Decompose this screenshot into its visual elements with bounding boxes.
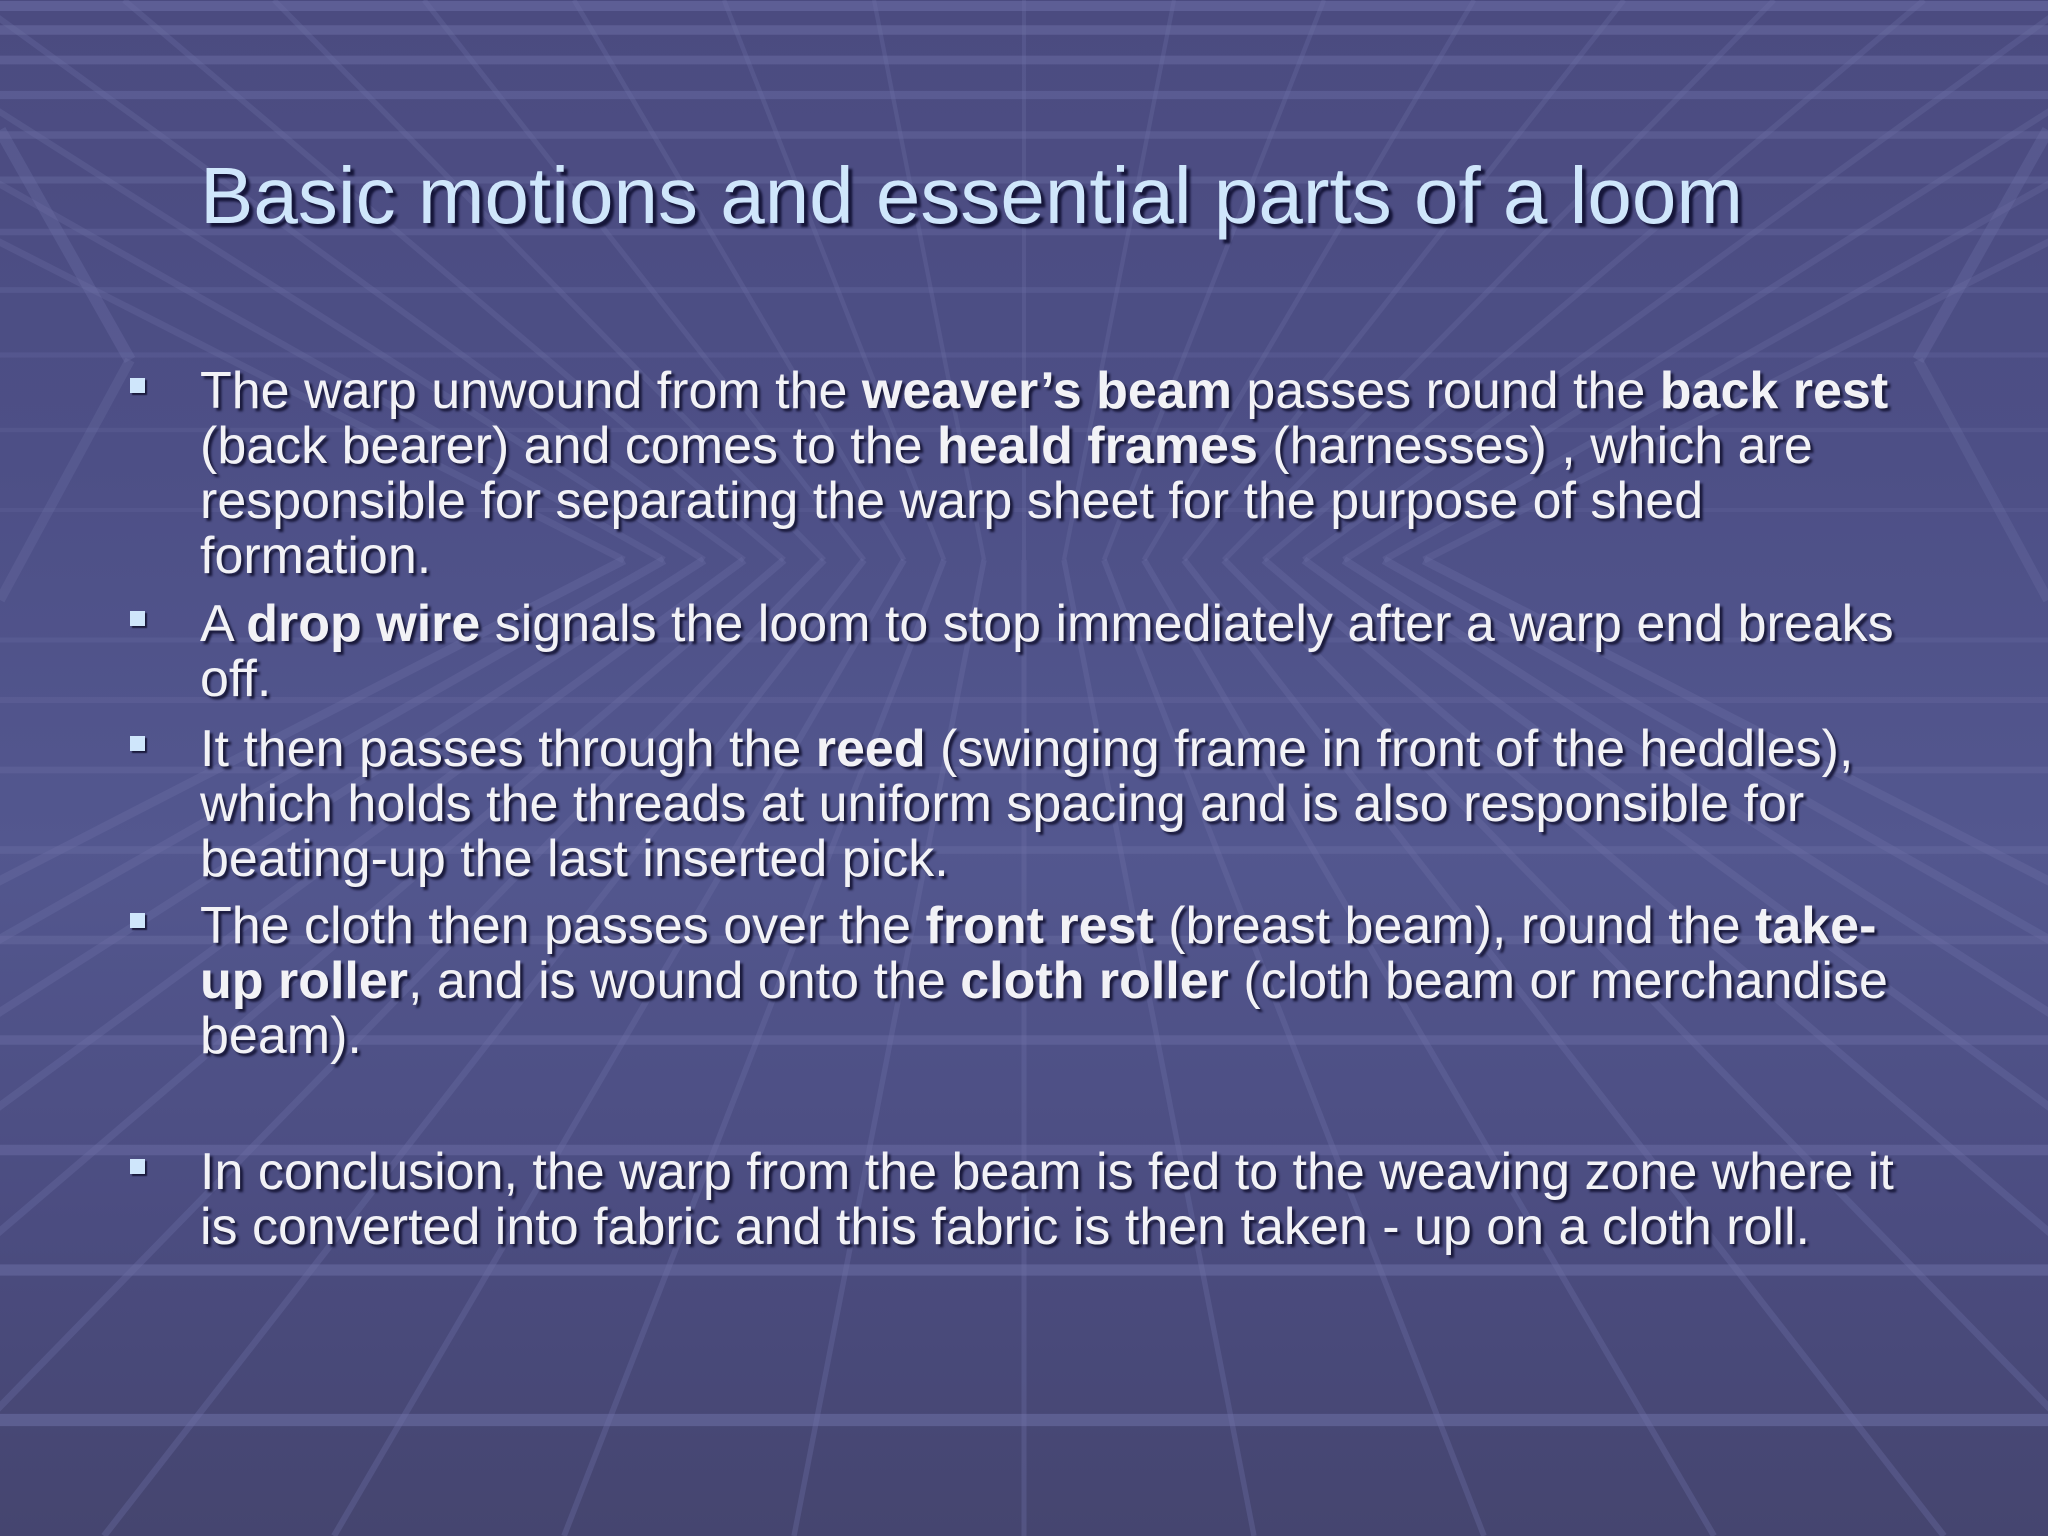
bullet-term-bold: reed <box>815 720 926 778</box>
bullet-text-run: signals the loom to stop immediately after a warp end breaks off. <box>200 595 1894 708</box>
bullet-term-bold: front rest <box>925 897 1154 955</box>
bullet-text <box>200 595 1894 708</box>
bullet-text <box>200 362 1888 585</box>
bullet-text-run: In conclusion, the warp from the beam is fed to the weaving zone where it is converted into fabric and this fabric is then taken - up on a cloth roll. <box>200 1143 1894 1256</box>
bullet-term-bold: drop wire <box>246 595 481 653</box>
bullet-text-run: (breast beam), round the <box>1153 897 1755 955</box>
square-bullet-icon <box>130 1159 145 1174</box>
square-bullet-icon <box>130 611 145 626</box>
bullet-item <box>200 722 1900 887</box>
bullet-item <box>200 597 1900 707</box>
bullet-term-bold: weaver’s beam <box>861 362 1232 420</box>
bullet-text-run: The cloth then passes over the <box>200 897 926 955</box>
bullet-term-bold: back rest <box>1659 362 1889 420</box>
bullet-text-run: (back bearer) and comes to the <box>200 417 938 475</box>
bullet-text-run: passes round the <box>1231 362 1660 420</box>
bullet-item <box>200 1145 1900 1255</box>
bullet-item <box>200 899 1900 1064</box>
bullet-term-bold: cloth roller <box>960 952 1229 1010</box>
square-bullet-icon <box>130 378 145 393</box>
square-bullet-icon <box>130 913 145 928</box>
bullet-text <box>200 1143 1894 1256</box>
bullet-text <box>200 897 1888 1065</box>
bullet-text-run: (harnesses) , which are responsible for separating the warp sheet for the purpose of shed formation. <box>200 417 1813 585</box>
bullet-term-bold: take-up roller <box>200 897 1877 1010</box>
bullet-text-run: It then passes through the <box>200 720 816 778</box>
bullet-text-run: , and is wound onto the <box>408 952 961 1010</box>
bullet-text-run: (swinging frame in front of the heddles), which holds the threads at uniform spacing and is also responsible for beating-up the last inserted pick. <box>200 720 1854 888</box>
square-bullet-icon <box>130 736 145 751</box>
grid-line-side <box>0 360 130 600</box>
bullet-text <box>200 720 1853 888</box>
slide-title: Basic motions and essential parts of a loom <box>200 151 1744 240</box>
grid-line-side <box>1918 360 2048 600</box>
bullet-text-run: (cloth beam or merchandise beam). <box>200 952 1888 1065</box>
bullet-term-bold: heald frames <box>937 417 1258 475</box>
bullet-text-run: The warp unwound from the <box>200 362 862 420</box>
bullet-text-run: A <box>200 595 247 653</box>
bullet-item <box>200 364 1900 584</box>
